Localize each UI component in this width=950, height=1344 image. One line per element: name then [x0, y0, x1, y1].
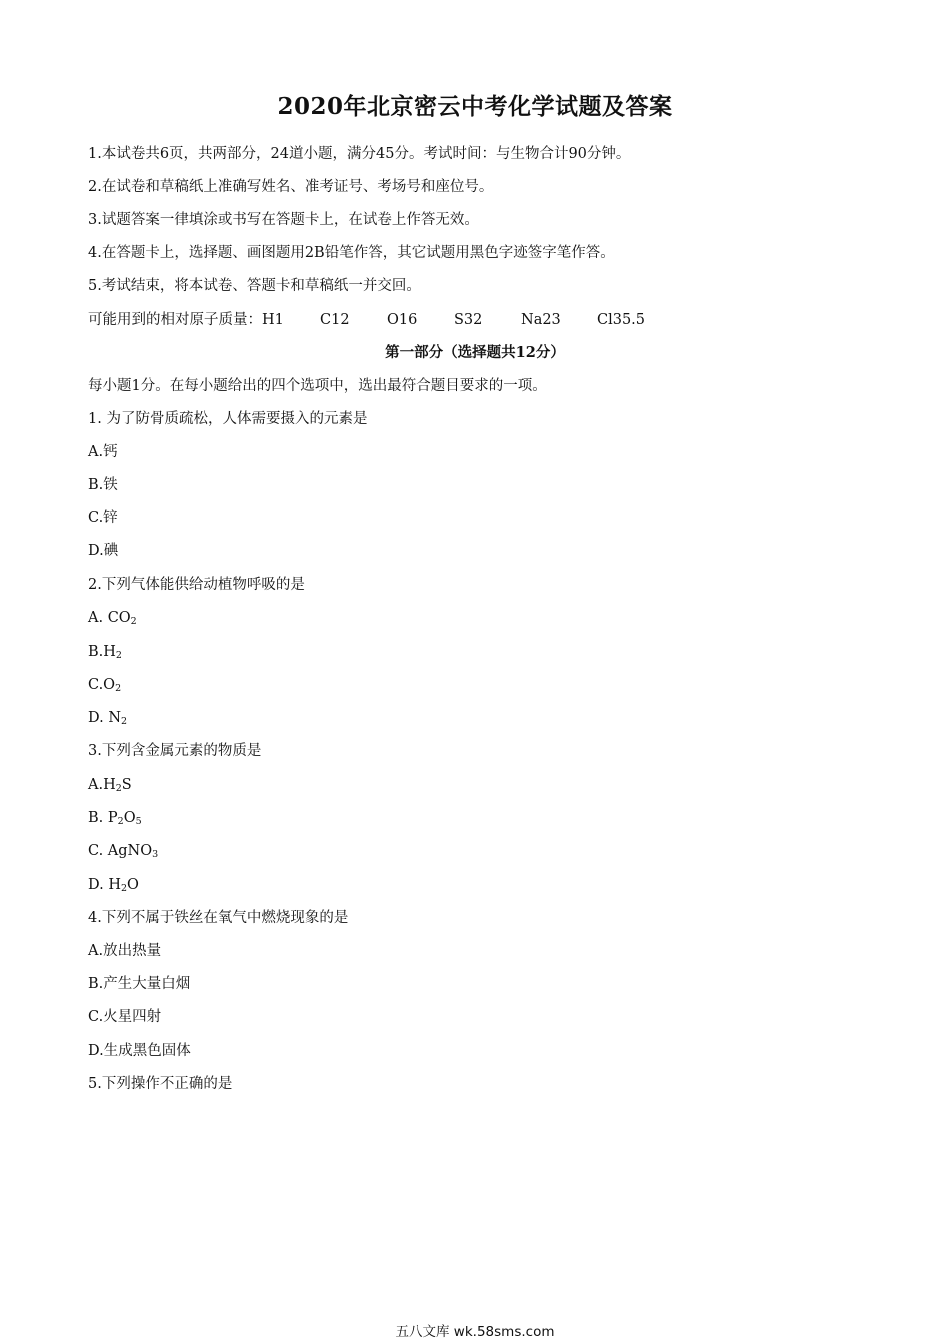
- atomic-mass-label: 可能用到的相对原子质量：: [88, 312, 262, 328]
- formula-text: A. CO: [88, 610, 131, 626]
- question-2-stem: 2.下列气体能供给动植物呼吸的是: [88, 577, 305, 593]
- question-2-option-a: [88, 608, 137, 632]
- formula-text: O: [123, 810, 136, 826]
- formula-text: D. H: [88, 877, 121, 893]
- section-intro: 每小题1分。在每小题给出的四个选项中，选出最符合题目要求的一项。: [88, 378, 547, 394]
- formula-text: B. P: [88, 810, 118, 826]
- atomic-mass-item: C12: [320, 312, 350, 328]
- question-1-option-b: B.铁: [88, 477, 118, 493]
- formula-subscript: 2: [121, 716, 128, 727]
- question-4-stem: 4.下列不属于铁丝在氧气中燃烧现象的是: [88, 910, 349, 926]
- formula-subscript: 2: [117, 816, 124, 827]
- question-4-option-a: A.放出热量: [88, 943, 162, 959]
- formula-subscript: 2: [120, 883, 128, 894]
- question-1-option-c: C.锌: [88, 510, 118, 526]
- question-2-option-b: [88, 642, 122, 666]
- formula-subscript: 2: [130, 616, 137, 627]
- formula-subscript: 2: [115, 783, 122, 794]
- instruction-2: 2.在试卷和草稿纸上准确写姓名、准考证号、考场号和座位号。: [88, 179, 494, 195]
- formula-subscript: 5: [135, 816, 142, 827]
- formula-text: O: [127, 877, 139, 893]
- formula-text: C. AgNO: [88, 843, 153, 859]
- atomic-mass-item: H1: [262, 312, 284, 328]
- question-2-option-d: [88, 708, 127, 732]
- instruction-3: 3.试题答案一律填涂或书写在答题卡上，在试卷上作答无效。: [88, 212, 479, 228]
- question-3-stem: 3.下列含金属元素的物质是: [88, 743, 262, 759]
- atomic-mass-item: S32: [454, 312, 483, 328]
- atomic-mass-line: [88, 310, 645, 330]
- question-4-option-d: D.生成黑色固体: [88, 1043, 191, 1059]
- question-1-stem: 1. 为了防骨质疏松，人体需要摄入的元素是: [88, 411, 368, 427]
- question-5-stem: 5.下列操作不正确的是: [88, 1076, 233, 1092]
- atomic-mass-item: Cl35.5: [597, 312, 646, 328]
- question-3-option-d: [88, 875, 139, 899]
- formula-text: B.H: [88, 644, 116, 660]
- atomic-mass-item: O16: [387, 312, 418, 328]
- question-3-option-a: [88, 775, 132, 799]
- formula-subscript: 3: [152, 849, 159, 860]
- question-4-option-b: B.产生大量白烟: [88, 976, 191, 992]
- footer-watermark: 五八文库 wk.58sms.com: [395, 1324, 555, 1340]
- formula-text: S: [121, 777, 132, 793]
- formula-text: D. N: [88, 710, 122, 726]
- atomic-mass-item: Na23: [521, 312, 561, 328]
- question-4-option-c: C.火星四射: [88, 1009, 162, 1025]
- instruction-4: 4.在答题卡上，选择题、画图题用2B铅笔作答，其它试题用黑色字迹签字笔作答。: [88, 245, 615, 261]
- formula-text: C.O: [88, 677, 116, 693]
- instruction-5: 5.考试结束，将本试卷、答题卡和草稿纸一并交回。: [88, 278, 421, 294]
- formula-subscript: 2: [115, 683, 122, 694]
- page-title: 2020年北京密云中考化学试题及答案: [277, 93, 673, 120]
- question-3-option-c: [88, 841, 158, 865]
- question-1-option-a: A.钙: [88, 444, 118, 460]
- instruction-1: 1.本试卷共6页，共两部分，24道小题，满分45分。考试时间：与生物合计90分钟。: [88, 146, 631, 162]
- question-3-option-b: [88, 808, 142, 832]
- formula-subscript: 2: [115, 650, 122, 661]
- section-heading: 第一部分（选择题共12分）: [385, 344, 565, 361]
- question-2-option-c: [88, 675, 121, 699]
- formula-text: A.H: [88, 777, 116, 793]
- question-1-option-d: D.碘: [88, 543, 119, 559]
